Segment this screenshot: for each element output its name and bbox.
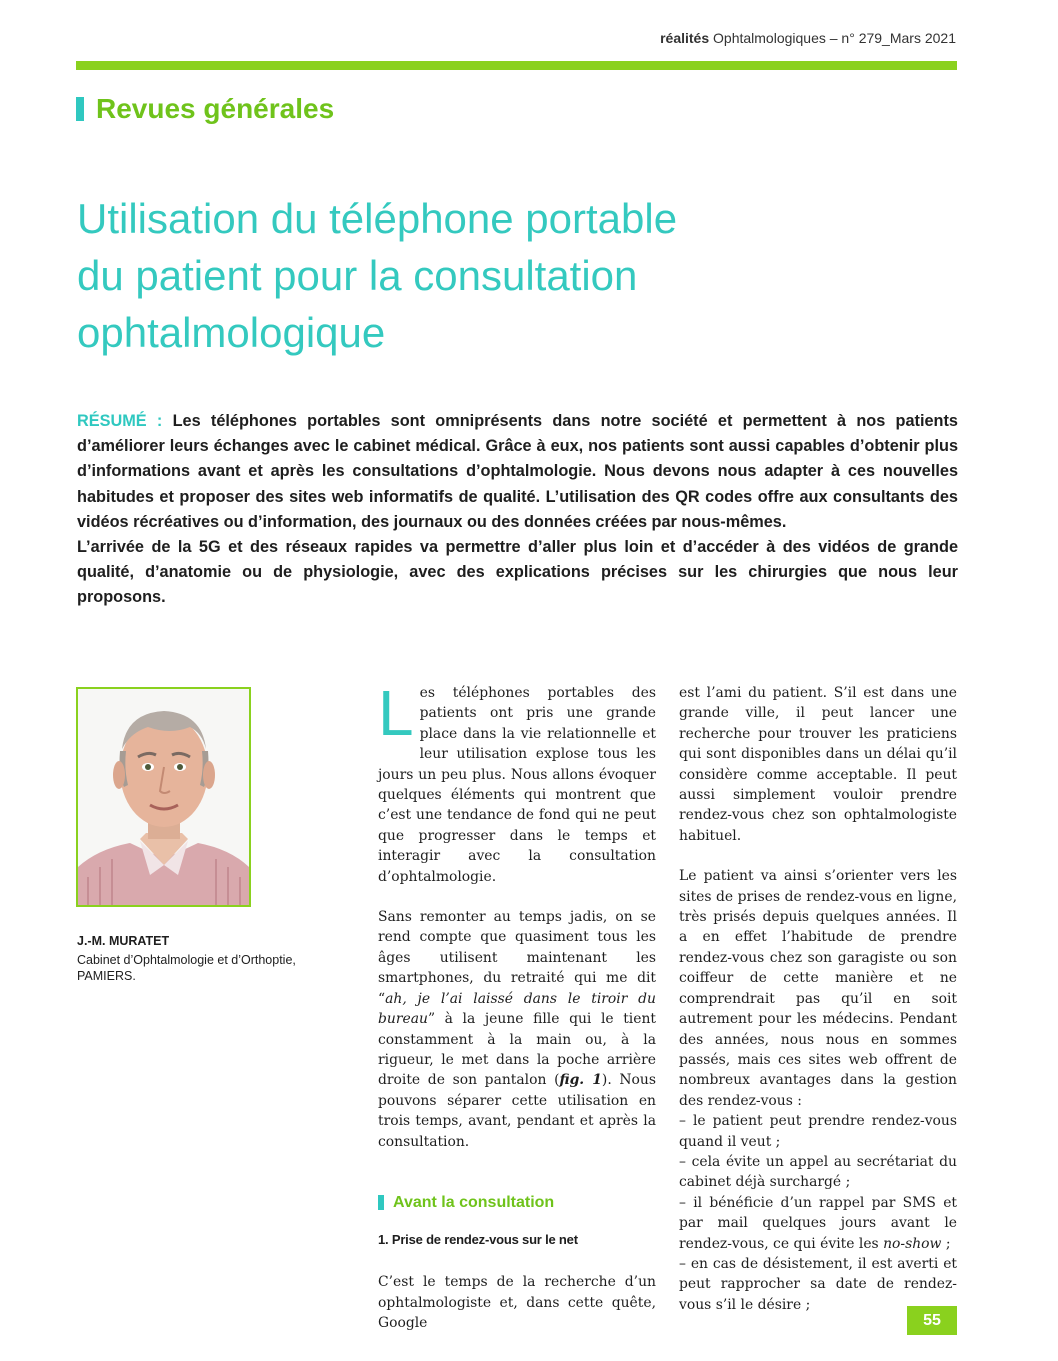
subsection-heading: 1. Prise de rendez-vous sur le net <box>378 1231 578 1247</box>
body-column-left <box>378 677 656 1334</box>
list-item <box>679 1193 957 1254</box>
list-item: – le patient peut prendre rendez-vous quand il veut ; <box>679 1113 957 1150</box>
abstract-paragraph: L’arrivée de la 5G et des réseaux rapides va permettre d’aller plus loin et d’accéder à des vidéos de grande qualité, d’anatomie ou de physiologie, avec des explications précises sur les chirurgies que nous leur proposons. <box>77 538 958 607</box>
body-paragraph: Le patient va ainsi s’orienter vers les sites de prises de rendez-vous en ligne, très prisés depuis quelques années. Il a en effet l’habitude de prendre rendez-vous chez son garagiste ou son coiffeur de cette manière et ne comprendrait pas qu’il en soit autrement pour les médecins. Pendant des années, nous nous en sommes passés, mais ces sites web offrent de nombreux avantages dans la gestion des rendez-vous : <box>679 868 957 1109</box>
body-text-run: ; <box>941 1235 951 1252</box>
body-paragraph: C’est le temps de la recherche d’un ophtalmologiste et, dans cette quête, Google <box>378 1274 656 1332</box>
body-paragraph: es téléphones portables des patients ont pris une grande place dans la vie relationnelle et leur utilisation explose tous les jours un peu plus. Nous allons évoquer quelques éléments qui montrent que c’est une tendance de fond qui ne peut que progresser dans le temps et interagir avec la consultation d’ophtalmologie. <box>378 685 656 885</box>
abstract-label: RÉSUMÉ : <box>77 412 163 430</box>
body-text-run: Sans remonter au temps jadis, on se rend compte que quasiment tous les âges utilisent maintenant les smartphones, du retraité qui me dit “ <box>378 909 656 1007</box>
section-label-text: Revues générales <box>96 93 335 124</box>
body-text-run: ). Nous pouvons séparer cette utilisation en trois temps, avant, pendant et après la consultation. <box>378 1072 656 1150</box>
section-heading <box>378 1192 656 1214</box>
abstract-paragraph: Les téléphones portables sont omniprésents dans notre société et permettent à nos patients d’améliorer leurs échanges avec le cabinet médical. Grâce à eux, nos patients sont aussi capables d’obtenir plus d’informations avant et après les consultations d’ophtalmologie. Nous devons nous adapter à ces nouvelles habitudes et proposer des sites web informatifs de qualité. L’utilisation des QR codes offre aux consultants des vidéos récréatives ou d’information, des journaux ou des données créées par nous-mêmes. <box>77 412 958 531</box>
drop-cap: L <box>378 677 414 749</box>
body-column-right <box>679 683 957 1315</box>
page-number: 55 <box>907 1306 957 1335</box>
header-rule <box>76 61 957 70</box>
author-affiliation: Cabinet d’Ophtalmologie et d’Orthoptie, PAMIERS. <box>77 953 296 983</box>
title-line: du patient pour la consultation <box>77 252 638 299</box>
body-paragraph <box>378 907 656 1152</box>
section-label <box>76 92 334 126</box>
author-photo <box>76 687 251 907</box>
author-name: J.-M. MURATET <box>77 934 170 948</box>
list-item: – en cas de désistement, il est averti et peut rapprocher sa date de rendez-vous s’il le désire ; <box>679 1255 957 1313</box>
title-line: ophtalmologique <box>77 309 386 356</box>
title-line: Utilisation du téléphone portable <box>77 195 678 242</box>
body-text-run: ” à la jeune fille qui le tient constamment à la main ou, à la rigueur, le met dans la poche arrière droite de son pantalon ( <box>378 1011 656 1089</box>
author-portrait-illustration <box>78 689 249 905</box>
journal-brand: réalités <box>660 30 710 46</box>
article-title <box>77 190 957 361</box>
abstract <box>77 409 958 611</box>
body-text-run: – il bénéficie d’un rappel par SMS et par mail quelques jours avant le rendez-vous, ce qui évite les <box>679 1194 957 1252</box>
list-item: – cela évite un appel au secrétariat du cabinet déjà surchargé ; <box>679 1153 957 1191</box>
section-heading-text: Avant la consultation <box>393 1193 555 1211</box>
quote-text: ah, je l’ai laissé dans le tiroir du bureau <box>378 990 656 1028</box>
section-marker <box>76 97 84 121</box>
body-paragraph: est l’ami du patient. S’il est dans une grande ville, il peut lancer une recherche pour trouver les praticiens qui sont disponibles dans un délai qu’il considère comme acceptable. Il peut aussi simplement vouloir prendre rendez-vous chez son ophtalmologiste habituel. <box>679 685 957 844</box>
heading-marker <box>378 1195 384 1210</box>
emphasis-text: no-show <box>883 1235 942 1252</box>
journal-header <box>660 30 956 46</box>
journal-issue: Ophtalmologiques – n° 279_Mars 2021 <box>713 30 956 46</box>
figure-reference: fig. 1 <box>559 1072 602 1089</box>
